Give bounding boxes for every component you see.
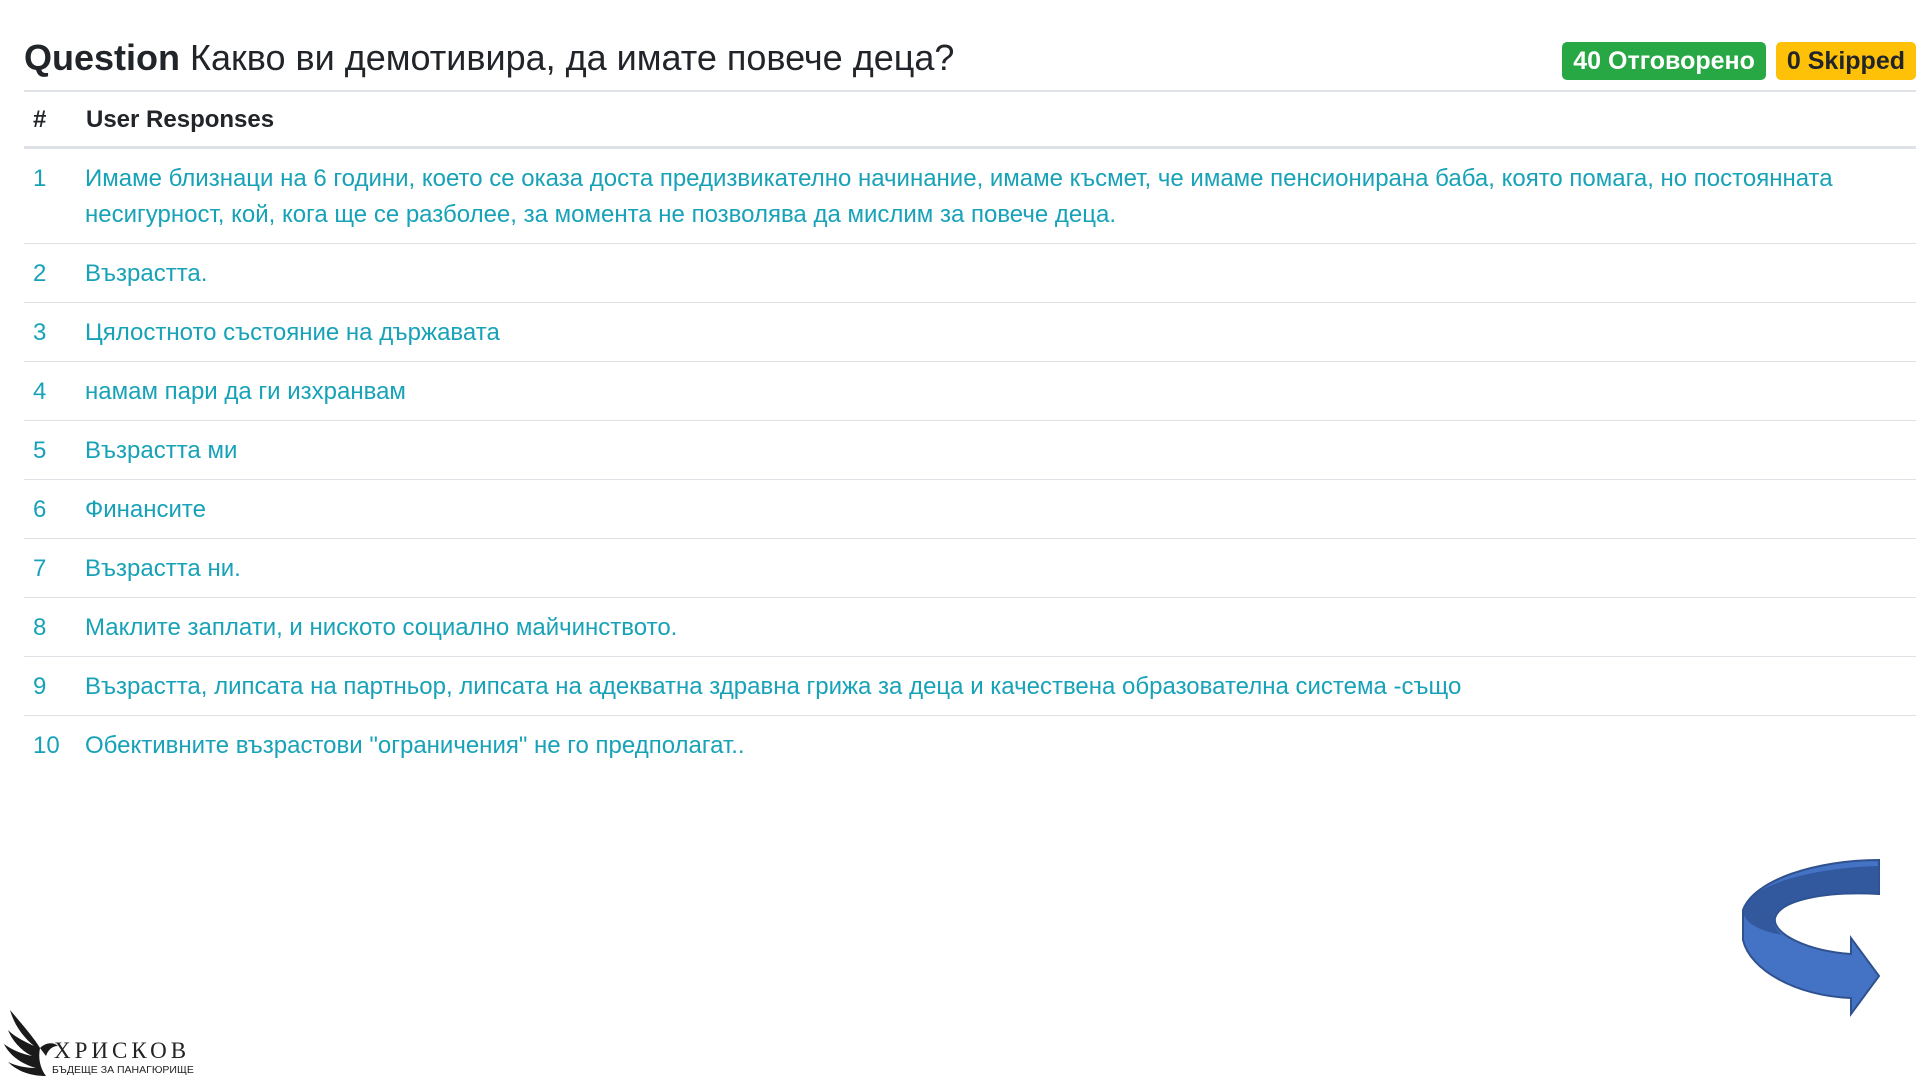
question-header (24, 30, 1916, 92)
table-row (24, 421, 1916, 480)
logo-tagline: БЪДЕЩЕ ЗА ПАНАГЮРИЩЕ (52, 1064, 194, 1076)
response-text: Имаме близнаци на 6 години, което се оказа доста предизвикателно начинание, имаме късмет, че имаме пенсионирана баба, която помага, но постоянната несигурност, кой, кога ще се разболее, за момента не позволява да мислим за повече деца. (85, 148, 1916, 244)
logo (0, 1002, 200, 1080)
response-text: Финансите (85, 480, 1916, 539)
row-number: 10 (33, 732, 60, 759)
row-number: 8 (24, 598, 85, 657)
row-number: 4 (24, 362, 85, 421)
row-number: 9 (24, 657, 85, 716)
table-row (24, 657, 1916, 716)
table-row (24, 598, 1916, 657)
table-row (24, 362, 1916, 421)
row-number: 7 (24, 539, 85, 598)
row-number: 2 (24, 244, 85, 303)
response-text: Възрастта, липсата на партньор, липсата на адекватна здравна грижа за деца и качествена образователна система -също (85, 657, 1916, 716)
responses-table (24, 94, 1916, 774)
table-row (24, 480, 1916, 539)
table-header-row (24, 94, 1916, 148)
response-text: Маклите заплати, и ниското социално майчинството. (85, 598, 1916, 657)
table-row (24, 303, 1916, 362)
table-row (24, 148, 1916, 244)
response-text: Възрастта ми (85, 421, 1916, 480)
row-number: 6 (24, 480, 85, 539)
response-text: Възрастта. (85, 244, 1916, 303)
table-row (24, 244, 1916, 303)
response-badges (1562, 42, 1916, 80)
logo-name: ХРИСКОВ (54, 1038, 191, 1063)
question-label: Question (24, 37, 181, 78)
column-header-responses: User Responses (85, 94, 1916, 148)
response-text: Цялостното състояние на държавата (85, 303, 1916, 362)
response-text: Обективните възрастови "ограничения" не го предполагат.. (85, 732, 745, 759)
response-text: Възрастта ни. (85, 539, 1916, 598)
question-title (24, 35, 954, 81)
curved-arrow-icon[interactable] (1738, 858, 1888, 1027)
table-row (24, 716, 1916, 775)
answered-count-badge: 40 Отговорено (1562, 42, 1766, 80)
row-number: 5 (24, 421, 85, 480)
row-number: 3 (24, 303, 85, 362)
question-text: Какво ви демотивира, да имате повече деца? (190, 37, 955, 78)
response-text: намам пари да ги изхранвам (85, 362, 1916, 421)
table-row (24, 539, 1916, 598)
row-number: 1 (24, 148, 85, 244)
column-header-number: # (24, 94, 85, 148)
eagle-logo-icon (0, 1002, 60, 1080)
skipped-count-badge: 0 Skipped (1776, 42, 1916, 80)
